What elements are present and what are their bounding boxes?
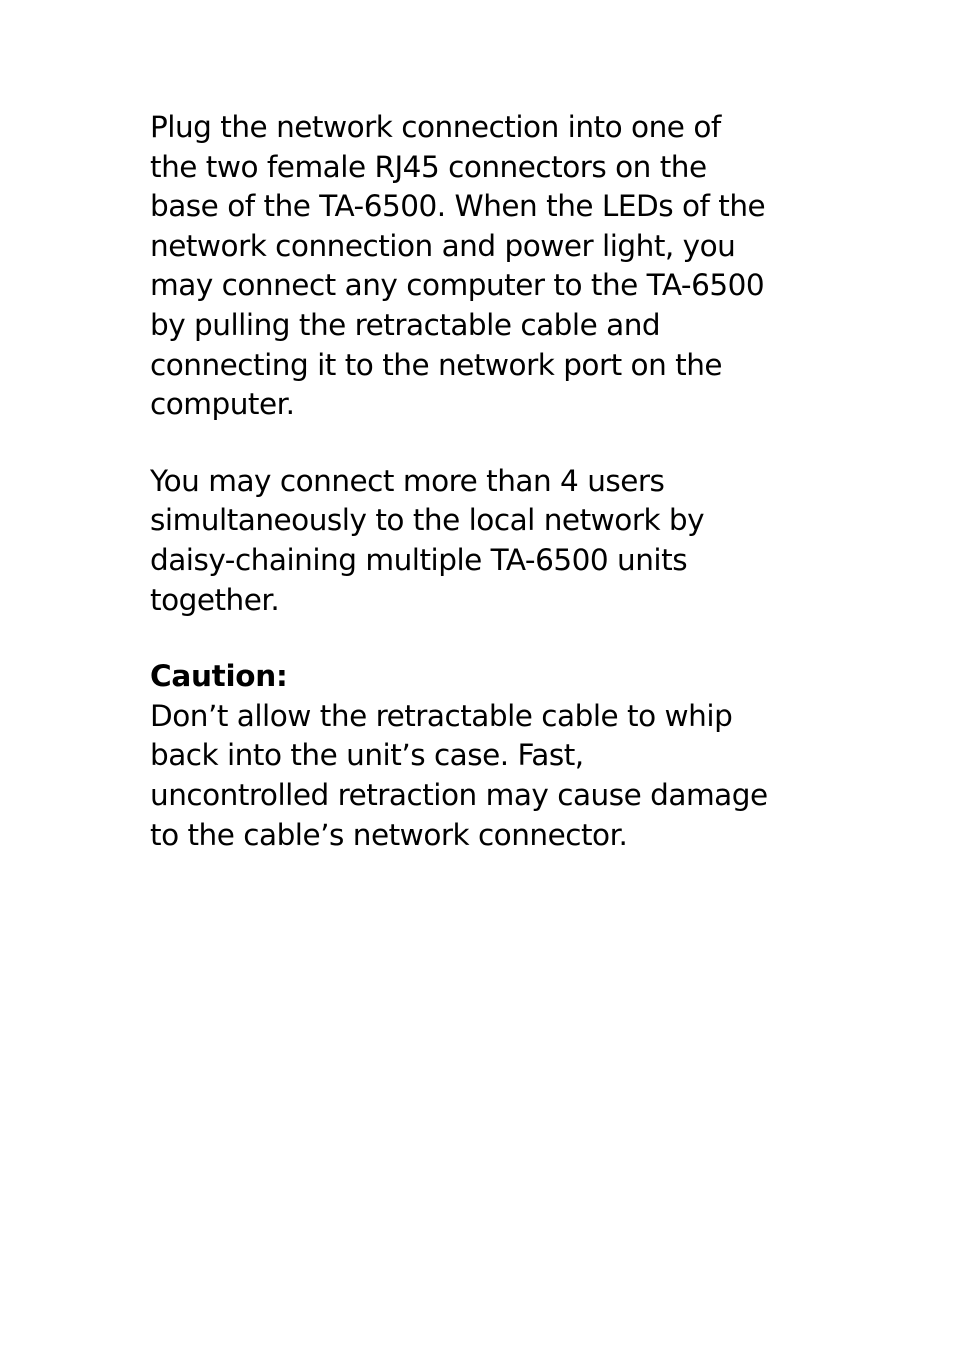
daisy-chain-paragraph: You may connect more than 4 users simultaneously to the local network by daisy-chaining multiple TA-6500 units together. [150,463,705,617]
connection-paragraph: Plug the network connection into one of the two female RJ45 connectors on the base of the TA-6500. When the LEDs of the network connection and power light, you may connect any computer to the TA-6500 by pulling the retractable cable and connecting it to the network port on the computer. [150,110,766,422]
paragraph-spacer [150,620,830,657]
paragraph-spacer [150,425,830,462]
caution-paragraph: Don’t allow the retractable cable to whip back into the unit’s case. Fast, uncontrolled retraction may cause damage to the cable’s network connector. [150,698,768,852]
caution-heading: Caution: [150,659,288,694]
document-page [150,108,830,855]
